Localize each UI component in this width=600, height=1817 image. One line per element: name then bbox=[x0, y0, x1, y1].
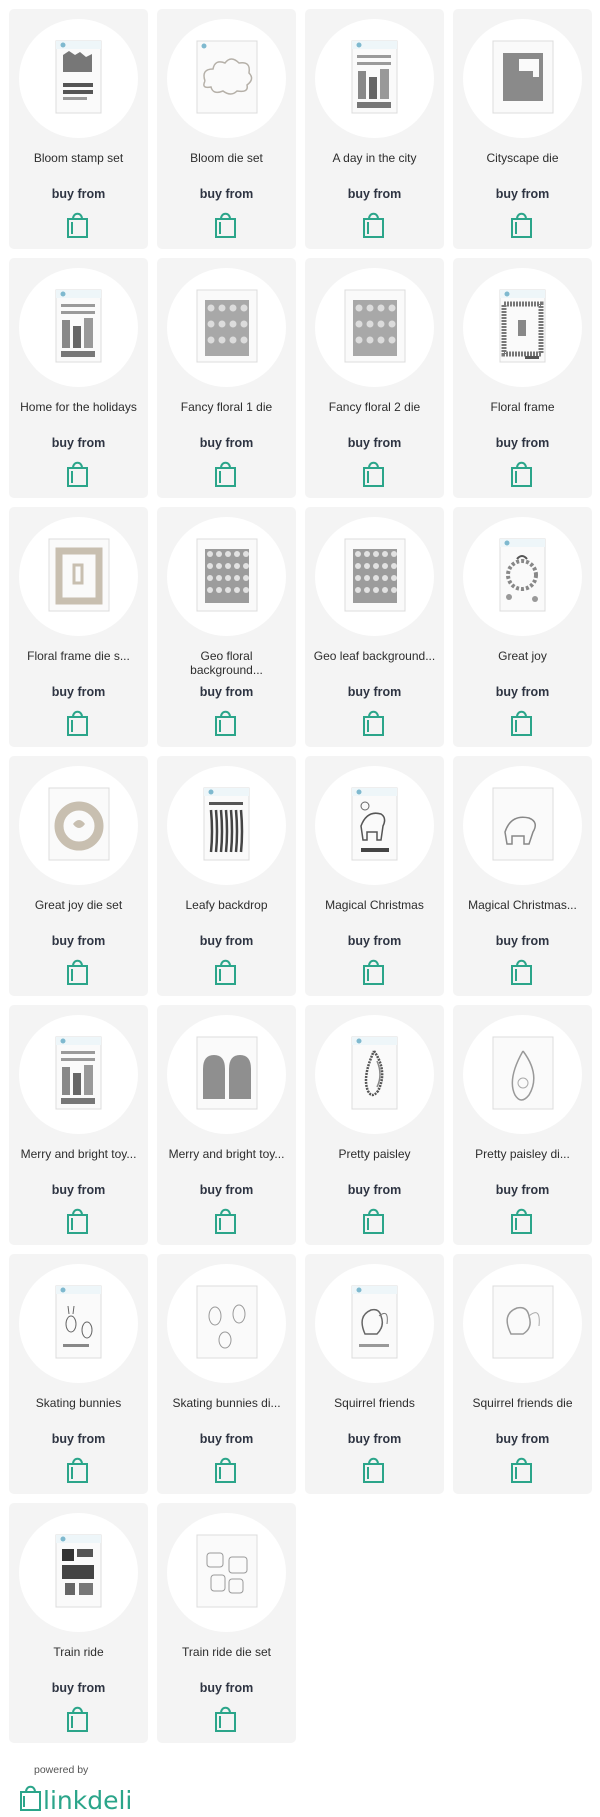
product-thumbnail[interactable] bbox=[167, 1015, 286, 1134]
product-thumbnail[interactable] bbox=[167, 1264, 286, 1383]
buy-from-link[interactable]: buy from bbox=[51, 436, 106, 450]
product-card[interactable] bbox=[305, 1005, 444, 1245]
shopping-bag-icon[interactable] bbox=[362, 460, 386, 488]
shopping-bag-icon[interactable] bbox=[66, 958, 90, 986]
product-card[interactable] bbox=[9, 9, 148, 249]
linkdeli-logo[interactable] bbox=[18, 1774, 133, 1815]
shopping-bag-icon[interactable] bbox=[510, 1456, 534, 1484]
product-card[interactable] bbox=[9, 1005, 148, 1245]
shopping-bag-icon[interactable] bbox=[362, 1456, 386, 1484]
buy-from-link[interactable]: buy from bbox=[199, 934, 254, 948]
product-title: Pretty paisley bbox=[338, 1147, 411, 1161]
shopping-bag-icon[interactable] bbox=[66, 211, 90, 239]
product-card[interactable] bbox=[9, 1254, 148, 1494]
product-thumbnail[interactable] bbox=[315, 766, 434, 885]
shopping-bag-icon[interactable] bbox=[510, 211, 534, 239]
product-thumbnail[interactable] bbox=[463, 19, 582, 138]
shopping-bag-icon[interactable] bbox=[66, 1705, 90, 1733]
shopping-bag-icon[interactable] bbox=[214, 1207, 238, 1235]
buy-from-link[interactable]: buy from bbox=[495, 436, 550, 450]
buy-from-link[interactable]: buy from bbox=[199, 1681, 254, 1695]
product-thumbnail[interactable] bbox=[463, 517, 582, 636]
product-title: Geo floral background... bbox=[190, 649, 263, 677]
buy-from-link[interactable]: buy from bbox=[495, 685, 550, 699]
shopping-bag-icon[interactable] bbox=[214, 460, 238, 488]
product-title: Fancy floral 2 die bbox=[328, 400, 421, 414]
product-title: Skating bunnies di... bbox=[172, 1396, 281, 1410]
buy-from-link[interactable]: buy from bbox=[347, 1432, 402, 1446]
buy-from-link[interactable]: buy from bbox=[199, 436, 254, 450]
product-title: Train ride die set bbox=[182, 1645, 271, 1659]
buy-from-link[interactable]: buy from bbox=[51, 1432, 106, 1446]
shopping-bag-icon[interactable] bbox=[362, 211, 386, 239]
product-thumbnail[interactable] bbox=[19, 1513, 138, 1632]
shopping-bag-icon[interactable] bbox=[510, 958, 534, 986]
product-thumbnail[interactable] bbox=[19, 766, 138, 885]
product-thumbnail[interactable] bbox=[167, 268, 286, 387]
product-thumbnail[interactable] bbox=[167, 19, 286, 138]
product-card[interactable] bbox=[9, 258, 148, 498]
buy-from-link[interactable]: buy from bbox=[199, 1183, 254, 1197]
product-card[interactable] bbox=[157, 1005, 296, 1245]
powered-by-text: powered by bbox=[34, 1764, 89, 1776]
shopping-bag-icon[interactable] bbox=[362, 1207, 386, 1235]
product-thumbnail[interactable] bbox=[463, 1015, 582, 1134]
product-card[interactable] bbox=[305, 1254, 444, 1494]
product-title: Great joy die set bbox=[34, 898, 123, 912]
product-title: Merry and bright toy... bbox=[168, 1147, 285, 1161]
shopping-bag-icon[interactable] bbox=[214, 1705, 238, 1733]
buy-from-link[interactable]: buy from bbox=[495, 934, 550, 948]
buy-from-link[interactable]: buy from bbox=[495, 1432, 550, 1446]
shopping-bag-icon[interactable] bbox=[362, 709, 386, 737]
shopping-bag-icon[interactable] bbox=[214, 709, 238, 737]
product-card[interactable] bbox=[157, 258, 296, 498]
product-title: Leafy backdrop bbox=[185, 898, 268, 912]
buy-from-link[interactable]: buy from bbox=[347, 1183, 402, 1197]
product-card[interactable] bbox=[453, 1254, 592, 1494]
product-card[interactable] bbox=[453, 756, 592, 996]
buy-from-link[interactable]: buy from bbox=[347, 934, 402, 948]
buy-from-link[interactable]: buy from bbox=[51, 934, 106, 948]
product-thumbnail[interactable] bbox=[315, 1015, 434, 1134]
product-title: Geo leaf background... bbox=[313, 649, 436, 663]
buy-from-link[interactable]: buy from bbox=[495, 187, 550, 201]
product-title: Magical Christmas bbox=[325, 898, 424, 912]
product-title: Merry and bright toy... bbox=[20, 1147, 137, 1161]
product-thumbnail[interactable] bbox=[19, 1015, 138, 1134]
product-card[interactable] bbox=[157, 507, 296, 747]
shopping-bag-icon[interactable] bbox=[510, 460, 534, 488]
product-card[interactable] bbox=[453, 258, 592, 498]
buy-from-link[interactable]: buy from bbox=[347, 685, 402, 699]
product-card[interactable] bbox=[157, 9, 296, 249]
shopping-bag-icon[interactable] bbox=[510, 1207, 534, 1235]
product-card[interactable] bbox=[453, 1005, 592, 1245]
shopping-bag-icon[interactable] bbox=[66, 709, 90, 737]
linkdeli-bag-icon bbox=[18, 1782, 44, 1812]
buy-from-link[interactable]: buy from bbox=[199, 187, 254, 201]
product-thumbnail[interactable] bbox=[167, 1513, 286, 1632]
shopping-bag-icon[interactable] bbox=[510, 709, 534, 737]
product-title: Great joy bbox=[498, 649, 547, 663]
product-card[interactable] bbox=[9, 1503, 148, 1743]
product-card[interactable] bbox=[157, 756, 296, 996]
product-thumbnail[interactable] bbox=[19, 19, 138, 138]
product-thumbnail[interactable] bbox=[315, 1264, 434, 1383]
buy-from-link[interactable]: buy from bbox=[199, 1432, 254, 1446]
product-title: Squirrel friends bbox=[334, 1396, 415, 1410]
product-thumbnail[interactable] bbox=[463, 766, 582, 885]
product-title: Squirrel friends die bbox=[472, 1396, 573, 1410]
shopping-bag-icon[interactable] bbox=[214, 1456, 238, 1484]
product-card[interactable] bbox=[305, 9, 444, 249]
product-title: Floral frame die s... bbox=[27, 649, 130, 663]
buy-from-link[interactable]: buy from bbox=[347, 436, 402, 450]
product-title: Home for the holidays bbox=[20, 400, 137, 414]
product-title: Floral frame bbox=[490, 400, 555, 414]
product-card[interactable] bbox=[453, 507, 592, 747]
product-title: Magical Christmas... bbox=[468, 898, 577, 912]
product-card[interactable] bbox=[9, 756, 148, 996]
product-card[interactable] bbox=[305, 756, 444, 996]
product-card[interactable] bbox=[305, 258, 444, 498]
buy-from-link[interactable]: buy from bbox=[199, 685, 254, 699]
product-thumbnail[interactable] bbox=[19, 268, 138, 387]
product-thumbnail[interactable] bbox=[463, 268, 582, 387]
buy-from-link[interactable]: buy from bbox=[51, 1681, 106, 1695]
product-title: A day in the city bbox=[332, 151, 417, 165]
buy-from-link[interactable]: buy from bbox=[347, 187, 402, 201]
product-thumbnail[interactable] bbox=[167, 517, 286, 636]
buy-from-link[interactable]: buy from bbox=[495, 1183, 550, 1197]
shopping-bag-icon[interactable] bbox=[362, 958, 386, 986]
buy-from-link[interactable]: buy from bbox=[51, 1183, 106, 1197]
shopping-bag-icon[interactable] bbox=[66, 1456, 90, 1484]
product-thumbnail[interactable] bbox=[315, 517, 434, 636]
product-grid bbox=[9, 9, 591, 1743]
product-card[interactable] bbox=[305, 507, 444, 747]
product-thumbnail[interactable] bbox=[315, 19, 434, 138]
shopping-bag-icon[interactable] bbox=[66, 460, 90, 488]
product-thumbnail[interactable] bbox=[315, 268, 434, 387]
product-thumbnail[interactable] bbox=[19, 1264, 138, 1383]
product-title: Cityscape die bbox=[486, 151, 559, 165]
product-thumbnail[interactable] bbox=[463, 1264, 582, 1383]
product-card[interactable] bbox=[9, 507, 148, 747]
product-thumbnail[interactable] bbox=[167, 766, 286, 885]
product-card[interactable] bbox=[157, 1254, 296, 1494]
shopping-bag-icon[interactable] bbox=[214, 211, 238, 239]
product-title: Skating bunnies bbox=[35, 1396, 122, 1410]
shopping-bag-icon[interactable] bbox=[66, 1207, 90, 1235]
product-title: Bloom stamp set bbox=[33, 151, 124, 165]
product-thumbnail[interactable] bbox=[19, 517, 138, 636]
buy-from-link[interactable]: buy from bbox=[51, 187, 106, 201]
buy-from-link[interactable]: buy from bbox=[51, 685, 106, 699]
product-title: Train ride bbox=[53, 1645, 104, 1659]
shopping-bag-icon[interactable] bbox=[214, 958, 238, 986]
product-card[interactable] bbox=[453, 9, 592, 249]
product-title: Pretty paisley di... bbox=[475, 1147, 570, 1161]
product-card[interactable] bbox=[157, 1503, 296, 1743]
product-title: Fancy floral 1 die bbox=[180, 400, 273, 414]
linkdeli-wordmark: linkdeli bbox=[43, 1786, 133, 1815]
product-title: Bloom die set bbox=[190, 151, 263, 165]
